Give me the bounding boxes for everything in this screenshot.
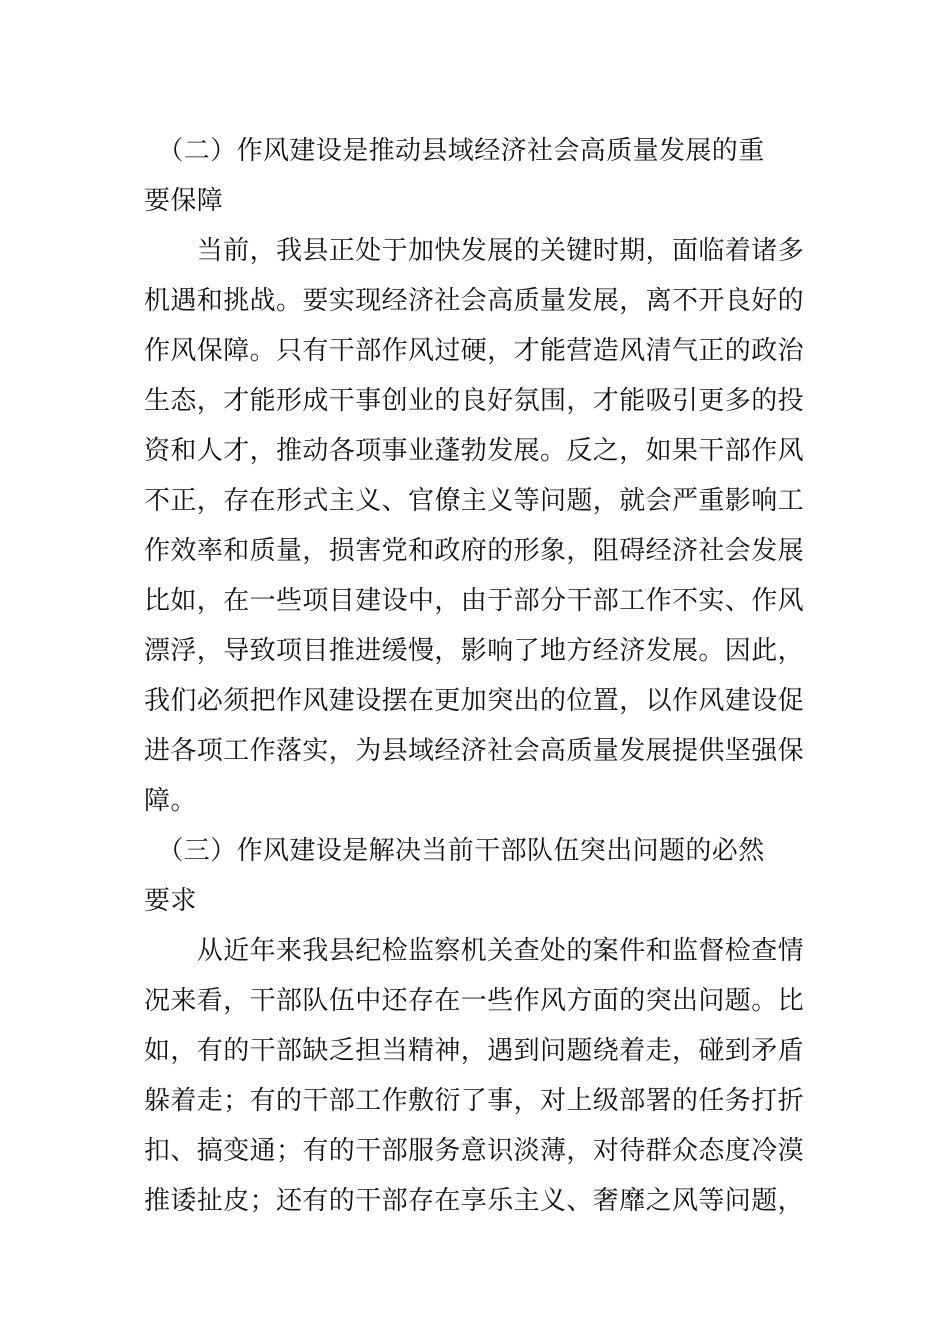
paragraph-line: 况来看，干部队伍中还存在一些作风方面的突出问题。比 (144, 986, 805, 1016)
section-3 (144, 826, 806, 1226)
heading-line: 要保障 (144, 186, 224, 216)
section-2-heading (144, 126, 806, 226)
heading-line: （二）作风建设是推动县域经济社会高质量发展的重 (144, 136, 765, 166)
paragraph-line: 作效率和质量，损害党和政府的形象，阻碍经济社会发展 (144, 536, 805, 566)
paragraph-line: 从近年来我县纪检监察机关查处的案件和监督检查情 (144, 936, 805, 966)
heading-line: 要求 (144, 886, 197, 916)
section-2-paragraph (144, 226, 806, 826)
paragraph-line: 推诿扯皮；还有的干部存在享乐主义、奢靡之风等问题， (144, 1186, 805, 1216)
paragraph-line: 作风保障。只有干部作风过硬，才能营造风清气正的政治 (144, 336, 805, 366)
paragraph-line: 当前，我县正处于加快发展的关键时期，面临着诸多 (144, 236, 805, 266)
paragraph-line: 扣、搞变通；有的干部服务意识淡薄，对待群众态度冷漠 (144, 1136, 805, 1166)
heading-line: （三）作风建设是解决当前干部队伍突出问题的必然 (144, 836, 765, 866)
document-body (144, 126, 806, 1226)
paragraph-line: 资和人才，推动各项事业蓬勃发展。反之，如果干部作风 (144, 436, 805, 466)
paragraph-line: 我们必须把作风建设摆在更加突出的位置，以作风建设促 (144, 686, 805, 716)
paragraph-line: 进各项工作落实，为县域经济社会高质量发展提供坚强保 (144, 736, 805, 766)
section-3-heading (144, 826, 806, 926)
paragraph-line: 躲着走；有的干部工作敷衍了事，对上级部署的任务打折 (144, 1086, 805, 1116)
section-2 (144, 126, 806, 826)
paragraph-line: 生态，才能形成干事创业的良好氛围，才能吸引更多的投 (144, 386, 805, 416)
paragraph-line: 障。 (144, 786, 197, 816)
paragraph-line: 如，有的干部缺乏担当精神，遇到问题绕着走，碰到矛盾 (144, 1036, 805, 1066)
paragraph-line: 机遇和挑战。要实现经济社会高质量发展，离不开良好的 (144, 286, 805, 316)
paragraph-line: 不正，存在形式主义、官僚主义等问题，就会严重影响工 (144, 486, 805, 516)
paragraph-line: 漂浮，导致项目推进缓慢，影响了地方经济发展。因此， (144, 636, 805, 666)
section-3-paragraph (144, 926, 806, 1226)
paragraph-line: 比如，在一些项目建设中，由于部分干部工作不实、作风 (144, 586, 805, 616)
